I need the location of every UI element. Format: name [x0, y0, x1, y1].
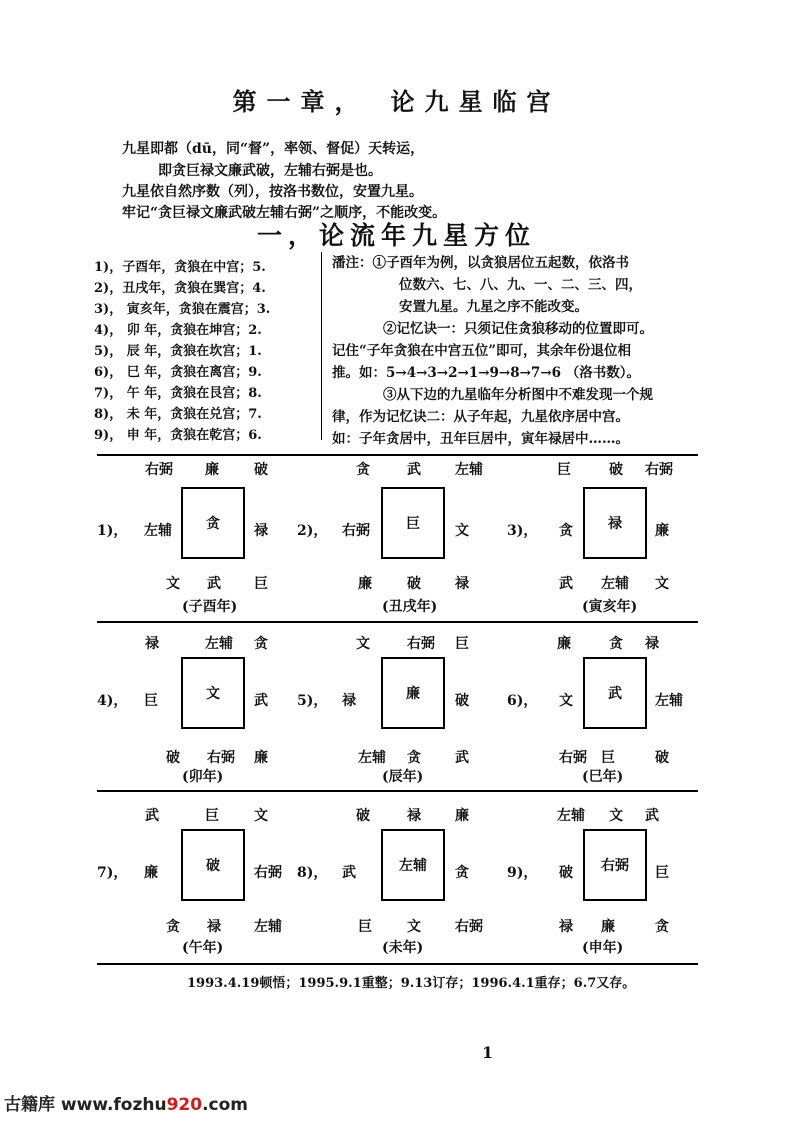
note-line: 律，作为记忆诀二：从子年起，九星依序居中宫。 — [332, 409, 629, 425]
grid-center-box: 禄 — [583, 487, 647, 559]
grid-bottom-star: 廉 — [254, 750, 268, 766]
grid-top-star: 左辅 — [205, 636, 233, 652]
grid-number: 5)， — [297, 693, 328, 709]
grid-bottom-star: 左辅 — [601, 576, 629, 592]
grid-bottom-star: 左辅 — [358, 750, 386, 766]
grid-right-star: 右弼 — [254, 865, 282, 881]
grid-bottom-star: 贪 — [655, 919, 669, 935]
grid-bottom-star: 左辅 — [254, 919, 282, 935]
grid-top-star: 右弼 — [145, 462, 173, 478]
grid-year-label: (巳年) — [582, 769, 624, 785]
grid-left-star: 贪 — [559, 523, 573, 539]
chapter-title: 第一章， 论九星临宫 — [232, 87, 561, 116]
watermark-text: 古籍库 www.fozhu — [4, 1095, 167, 1115]
page-number: 1 — [482, 1043, 494, 1062]
grid-right-star: 武 — [254, 693, 268, 709]
grid-bottom-star: 廉 — [601, 919, 615, 935]
grid-right-star: 破 — [455, 693, 469, 709]
grid-top-star: 贪 — [254, 636, 268, 652]
grid-bottom-star: 贪 — [407, 750, 421, 766]
year-list-item: 3)， 寅亥年，贪狼在震宫；3. — [94, 302, 271, 317]
grid-bottom-star: 右弼 — [559, 750, 587, 766]
grid-bottom-star: 文 — [407, 919, 421, 935]
grid-year-label: (寅亥年) — [582, 599, 638, 615]
grid-number: 6)， — [507, 693, 538, 709]
footer-dates: 1993.4.19顿悟；1995.9.1重整；9.13订存；1996.4.1重存；6.7又存。 — [187, 976, 636, 991]
grid-year-label: (未年) — [382, 940, 424, 956]
grid-bottom-star: 文 — [166, 576, 180, 592]
section-title: 一，论流年九星方位 — [256, 221, 536, 250]
grid-year-label: (辰年) — [382, 769, 424, 785]
grid-number: 7)， — [97, 865, 128, 881]
grid-bottom-star: 禄 — [559, 919, 573, 935]
grid-bottom-star: 破 — [655, 750, 669, 766]
note-line: 位数六、七、八、九、一、二、三、四， — [399, 277, 642, 293]
grid-left-star: 文 — [559, 693, 573, 709]
year-list-item: 7)， 午 年，贪狼在艮宫；8. — [94, 386, 262, 401]
note-line: ②记忆诀一：只须记住贪狼移动的位置即可。 — [383, 321, 653, 337]
grid-right-star: 禄 — [254, 523, 268, 539]
grid-left-star: 巨 — [144, 693, 158, 709]
year-list-item: 8)， 未 年，贪狼在兑宫；7. — [94, 407, 262, 422]
grid-top-star: 巨 — [557, 462, 571, 478]
grid-top-star: 右弼 — [407, 636, 435, 652]
grid-year-label: (丑戌年) — [382, 599, 438, 615]
grid-number: 4)， — [97, 693, 128, 709]
grid-center-box: 破 — [181, 829, 245, 901]
grid-top-star: 破 — [254, 462, 268, 478]
grid-year-label: (子酉年) — [182, 599, 238, 615]
grid-left-star: 破 — [559, 865, 573, 881]
note-line: ③从下边的九星临年分析图中不难发现一个规 — [383, 387, 653, 403]
grid-number: 3)， — [507, 523, 538, 539]
grid-top-star: 武 — [645, 808, 659, 824]
grid-top-star: 廉 — [455, 808, 469, 824]
grid-top-star: 文 — [609, 808, 623, 824]
intro-line: 即贪巨禄文廉武破，左辅右弼是也。 — [158, 163, 382, 179]
grid-top-star: 巨 — [455, 636, 469, 652]
intro-line: 九星依自然序数（列），按洛书数位，安置九星。 — [122, 184, 423, 200]
grid-right-star: 左辅 — [655, 693, 683, 709]
grid-center-box: 左辅 — [381, 829, 445, 901]
note-line: 推。如：5→4→3→2→1→9→8→7→6 （洛书数）。 — [332, 365, 640, 381]
intro-line: 九星即都（dū，同“督”，率领、督促）天转运， — [122, 141, 425, 157]
grid-left-star: 廉 — [144, 865, 158, 881]
grid-bottom-star: 破 — [166, 750, 180, 766]
grid-bottom-star: 武 — [455, 750, 469, 766]
grid-bottom-star: 右弼 — [207, 750, 235, 766]
grid-center-box: 廉 — [381, 657, 445, 729]
grid-top-star: 左辅 — [557, 808, 585, 824]
grid-left-star: 左辅 — [144, 523, 172, 539]
grid-center-box: 贪 — [181, 487, 245, 559]
grid-center-box: 文 — [181, 657, 245, 729]
grid-top-star: 文 — [254, 808, 268, 824]
watermark-accent: 920 — [166, 1095, 203, 1115]
grid-year-label: (卯年) — [182, 769, 224, 785]
grid-bottom-star: 廉 — [358, 576, 372, 592]
grid-top-star: 巨 — [205, 808, 219, 824]
grid-top-star: 破 — [609, 462, 623, 478]
grid-top-star: 禄 — [145, 636, 159, 652]
grid-year-label: (申年) — [582, 940, 624, 956]
grid-left-star: 武 — [342, 865, 356, 881]
year-list-item: 2)，丑戌年，贪狼在巽宫；4. — [94, 281, 266, 296]
grid-top-star: 禄 — [645, 636, 659, 652]
year-list-item: 5)， 辰 年，贪狼在坎宫；1. — [94, 344, 262, 359]
grid-right-star: 巨 — [655, 865, 669, 881]
divider-line — [97, 790, 698, 792]
grid-right-star: 贪 — [455, 865, 469, 881]
grid-top-star: 右弼 — [645, 462, 673, 478]
grid-center-box: 巨 — [381, 487, 445, 559]
note-line: 记住“子年贪狼在中宫五位”即可，其余年份退位相 — [332, 343, 632, 359]
grid-bottom-star: 巨 — [601, 750, 615, 766]
grid-top-star: 廉 — [205, 462, 219, 478]
note-line: 潘注：①子酉年为例，以贪狼居位五起数，依洛书 — [332, 255, 629, 271]
year-list-item: 1)，子酉年，贪狼在中宫；5. — [94, 260, 266, 275]
grid-top-star: 文 — [356, 636, 370, 652]
grid-left-star: 禄 — [342, 693, 356, 709]
grid-bottom-star: 贪 — [166, 919, 180, 935]
note-line: 安置九星。九星之序不能改变。 — [399, 299, 588, 315]
grid-bottom-star: 右弼 — [455, 919, 483, 935]
intro-line: 牢记“贪巨禄文廉武破左辅右弼”之顺序，不能改变。 — [122, 205, 447, 221]
year-list-item: 4)， 卯 年，贪狼在坤宫；2. — [94, 323, 262, 338]
grid-number: 9)， — [507, 865, 538, 881]
grid-top-star: 左辅 — [455, 462, 483, 478]
grid-bottom-star: 禄 — [207, 919, 221, 935]
divider-line — [97, 621, 698, 623]
grid-bottom-star: 禄 — [455, 576, 469, 592]
grid-top-star: 武 — [145, 808, 159, 824]
grid-top-star: 禄 — [407, 808, 421, 824]
grid-bottom-star: 巨 — [358, 919, 372, 935]
divider-line — [97, 454, 698, 456]
note-line: 如：子年贪居中，丑年巨居中，寅年禄居中……。 — [332, 431, 629, 447]
grid-left-star: 右弼 — [342, 523, 370, 539]
watermark — [4, 1090, 248, 1115]
year-list-item: 6)， 巳 年，贪狼在离宫；9. — [94, 365, 262, 380]
year-list-item: 9)， 申 年，贪狼在乾宫；6. — [94, 428, 262, 443]
divider-line — [97, 963, 698, 965]
grid-number: 8)， — [297, 865, 328, 881]
grid-bottom-star: 破 — [407, 576, 421, 592]
grid-bottom-star: 武 — [559, 576, 573, 592]
grid-number: 1)， — [97, 523, 128, 539]
grid-top-star: 武 — [407, 462, 421, 478]
grid-year-label: (午年) — [182, 940, 224, 956]
grid-top-star: 破 — [356, 808, 370, 824]
grid-right-star: 文 — [455, 523, 469, 539]
grid-bottom-star: 武 — [207, 576, 221, 592]
grid-center-box: 右弼 — [583, 829, 647, 901]
grid-right-star: 廉 — [655, 523, 669, 539]
grid-center-box: 武 — [583, 657, 647, 729]
grid-top-star: 贪 — [609, 636, 623, 652]
grid-number: 2)， — [297, 523, 328, 539]
grid-top-star: 贪 — [356, 462, 370, 478]
grid-bottom-star: 巨 — [254, 576, 268, 592]
watermark-suffix: .com — [202, 1095, 249, 1115]
column-divider — [321, 252, 322, 440]
grid-bottom-star: 文 — [655, 576, 669, 592]
grid-top-star: 廉 — [557, 636, 571, 652]
